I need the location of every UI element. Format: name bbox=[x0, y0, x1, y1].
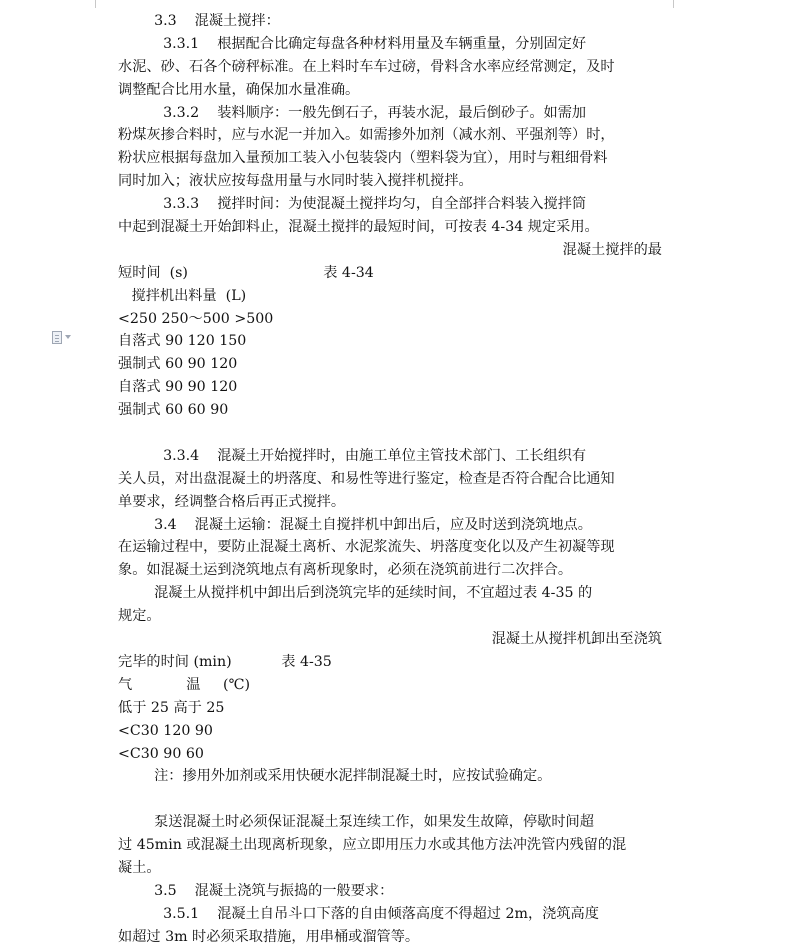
paragraph-line: 过 45min 或混凝土出现离析现象，应立即用压力水或其他方法冲洗管内残留的混 bbox=[118, 837, 627, 854]
paragraph-line: 同时加入；液状应按每盘用量与水同时装入搅拌机搅拌。 bbox=[118, 173, 473, 190]
paragraph-line: 水泥、砂、石各个磅秤标准。在上料时车车过磅，骨料含水率应经常测定，及时 bbox=[118, 58, 615, 75]
page-edge-right bbox=[673, 0, 674, 8]
heading-3-5: 3.5 混凝土浇筑与振捣的一般要求： bbox=[118, 882, 394, 899]
paragraph-line: 规定。 bbox=[118, 608, 161, 625]
paragraph-line: 3.3.4 混凝土开始搅拌时，由施工单位主管技术部门、工长组织有 bbox=[118, 447, 587, 464]
table-row: 低于 25 高于 25 bbox=[118, 699, 225, 716]
table-row: 自落式 90 90 120 bbox=[118, 379, 238, 396]
paragraph-line: 象。如混凝土运到浇筑地点有离析现象时，必须在浇筑前进行二次拌合。 bbox=[118, 562, 573, 579]
paragraph-line: 中起到混凝土开始卸料止，混凝土搅拌的最短时间，可按表 4-34 规定采用。 bbox=[118, 219, 599, 236]
blank-line bbox=[118, 788, 674, 811]
table-4-34-caption: 混凝土搅拌的最 bbox=[562, 241, 662, 258]
table-row: <C30 120 90 bbox=[118, 722, 213, 739]
table-row: <250 250～500 >500 bbox=[118, 310, 274, 327]
document-options-icon[interactable] bbox=[52, 329, 80, 345]
heading-3-3: 3.3 混凝土搅拌： bbox=[118, 13, 280, 29]
table-row: 强制式 60 60 90 bbox=[118, 402, 229, 419]
paragraph-line: 混凝土从搅拌机中卸出后到浇筑完毕的延续时间，不宜超过表 4-35 的 bbox=[118, 585, 593, 602]
table-row: 自落式 90 120 150 bbox=[118, 333, 247, 350]
paragraph-line: 关人员，对出盘混凝土的坍落度、和易性等进行鉴定，检查是否符合配合比通知 bbox=[118, 470, 615, 487]
table-row: <C30 90 60 bbox=[118, 745, 204, 762]
heading-3-4: 3.4 混凝土运输：混凝土自搅拌机中卸出后，应及时送到浇筑地点。 bbox=[118, 516, 592, 533]
page-edge-left bbox=[95, 0, 96, 8]
table-row: 强制式 60 90 120 bbox=[118, 356, 238, 373]
paragraph-line: 粉煤灰掺合料时，应与水泥一并加入。如需掺外加剂（减水剂、平强剂等）时， bbox=[118, 127, 615, 144]
paragraph-line: 3.3.3 搅拌时间：为使混凝土搅拌均匀，自全部拌合料装入搅拌筒 bbox=[118, 196, 587, 213]
paragraph-line: 调整配合比用水量，确保加水量准确。 bbox=[118, 81, 360, 98]
blank-line bbox=[118, 422, 674, 445]
table-4-34-caption-cont: 短时间 (s) 表 4-34 bbox=[118, 264, 374, 281]
table-4-35-caption: 混凝土从搅拌机卸出至浇筑 bbox=[491, 631, 662, 648]
table-4-35-caption-cont: 完毕的时间 (min) 表 4-35 bbox=[118, 653, 332, 670]
paragraph-line: 在运输过程中，要防止混凝土离析、水泥浆流失、坍落度变化以及产生初凝等现 bbox=[118, 539, 615, 556]
table-row: 气 温 (℃) bbox=[118, 676, 250, 693]
paragraph-line: 泵送混凝土时必须保证混凝土泵连续工作，如果发生故障，停歇时间超 bbox=[118, 814, 594, 831]
table-row: 搅拌机出料量 (L) bbox=[118, 287, 247, 304]
paragraph-line: 凝土。 bbox=[118, 859, 161, 876]
document-icon bbox=[52, 331, 62, 344]
paragraph-line: 3.3.2 装料顺序：一般先倒石子，再装水泥，最后倒砂子。如需加 bbox=[118, 104, 587, 121]
table-note: 注：掺用外加剂或采用快硬水泥拌制混凝土时，应按试验确定。 bbox=[118, 768, 552, 785]
paragraph-line: 3.5.1 混凝土自吊斗口下落的自由倾落高度不得超过 2m，浇筑高度 bbox=[118, 905, 599, 922]
paragraph-line: 如超过 3m 时必须采取措施，用串桶或溜管等。 bbox=[118, 928, 420, 945]
document-body bbox=[118, 10, 674, 949]
chevron-down-icon bbox=[65, 335, 71, 339]
paragraph-line: 单要求，经调整合格后再正式搅拌。 bbox=[118, 493, 346, 510]
paragraph-line: 粉状应根据每盘加入量预加工装入小包装袋内（塑料袋为宜），用时与粗细骨料 bbox=[118, 150, 608, 167]
paragraph-line: 3.3.1 根据配合比确定每盘各种材料用量及车辆重量，分别固定好 bbox=[118, 35, 587, 52]
